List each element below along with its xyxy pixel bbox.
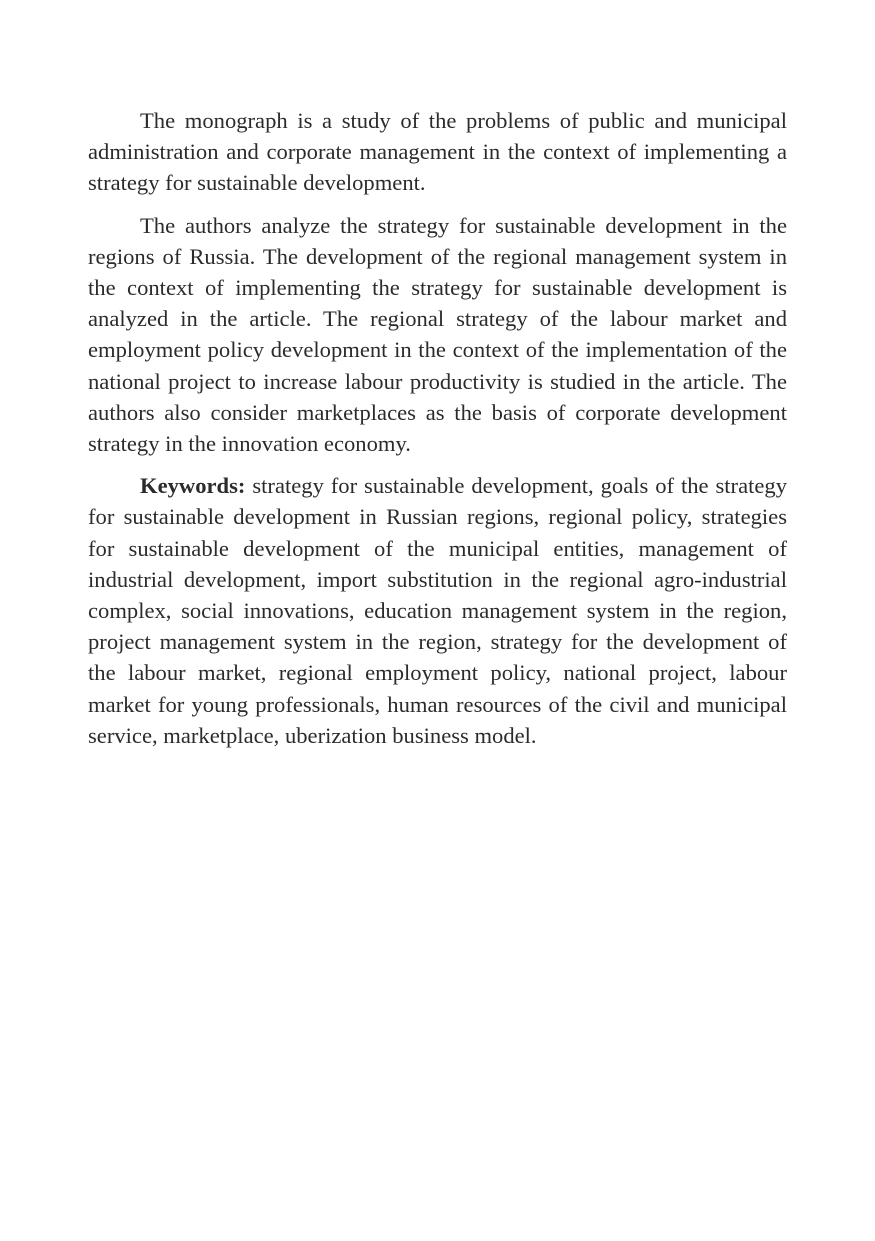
keywords-label: Keywords: bbox=[140, 473, 246, 499]
analysis-paragraph: The authors analyze the strategy for sustainable development in the regions of Russia. The development of the regional management system in the context of implementing the strategy for sustainable development is analyzed in the article. The regional strategy of the labour market and employment policy development in the context of the implementation of the national project to increase labour productivity is studied in the article. The authors also consider marketplaces as the basis of corporate development strategy in the innovation economy. bbox=[88, 212, 787, 457]
keywords-text: strategy for sustainable development, goals of the strategy for sustainable development in Russian regions, regional policy, strategies for sustainable development of the municipal entities, management of industrial development, import substitution in the regional agro-industrial complex, social innovations, education management system in the region, project management system in the region, strategy for the development of the labour market, regional employment policy, national project, labour market for young professionals, human resources of the civil and municipal service, marketplace, uberization business model. bbox=[88, 473, 787, 748]
intro-paragraph: The monograph is a study of the problems of public and municipal administration and corporate management in the context of implementing a strategy for sustainable development. bbox=[88, 108, 787, 196]
keywords-paragraph bbox=[88, 470, 787, 751]
document-page bbox=[88, 105, 787, 762]
